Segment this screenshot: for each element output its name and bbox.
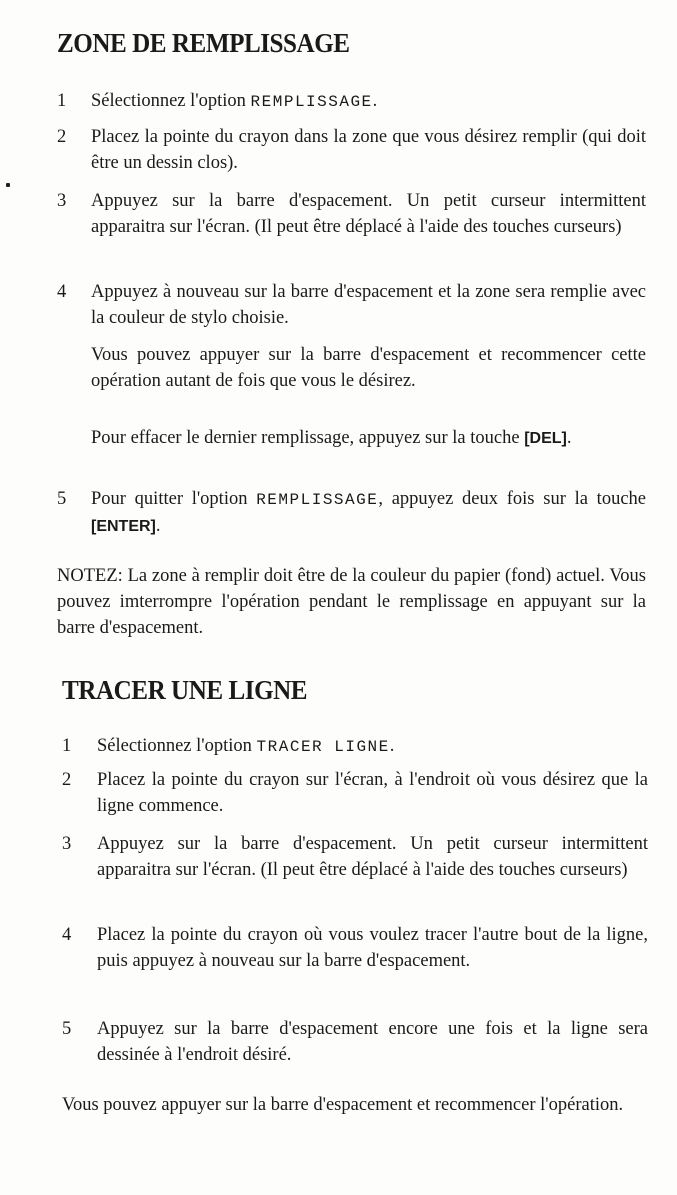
step-text: Sélectionnez l'option TRACER LIGNE. bbox=[97, 736, 395, 756]
list-item bbox=[0, 767, 677, 823]
step-text: Appuyez sur la barre d'espacement. Un petit curseur intermittent apparaitra sur l'écran. (Il peut être déplacé à l'aide des touches curseurs) bbox=[97, 834, 648, 880]
closing-paragraph: Vous pouvez appuyer sur la barre d'espacement et recommencer l'opération. bbox=[62, 1095, 624, 1115]
list-item bbox=[0, 124, 677, 180]
sub-paragraph: Vous pouvez appuyer sur la barre d'espacement et recommencer cette opération autant de fois que vous le désirez. bbox=[91, 345, 646, 391]
note-paragraph: NOTEZ: La zone à remplir doit être de la couleur du papier (fond) actuel. Vous pouvez imterrompre l'opération pendant le remplissage en appuyant sur la barre d'espacement. bbox=[57, 566, 646, 638]
list-item bbox=[0, 486, 677, 542]
list-item bbox=[0, 1016, 677, 1072]
step-text: Appuyez sur la barre d'espacement. Un petit curseur intermittent apparaitra sur l'écran. (Il peut être déplacé à l'aide des touches curseurs) bbox=[91, 191, 646, 237]
step-number: 2 bbox=[57, 127, 67, 147]
list-item bbox=[0, 831, 677, 911]
step-text: Appuyez sur la barre d'espacement encore une fois et la ligne sera dessinée à l'endroit désiré. bbox=[97, 1019, 648, 1065]
section-title-tracer-ligne: TRACER UNE LIGNE bbox=[62, 675, 308, 705]
sub-paragraph: Pour effacer le dernier remplissage, appuyez sur la touche [DEL]. bbox=[91, 428, 572, 448]
step-number: 1 bbox=[62, 736, 72, 756]
step-number: 5 bbox=[57, 489, 67, 509]
ink-speck bbox=[6, 183, 10, 187]
step-number: 4 bbox=[57, 282, 67, 302]
list-item bbox=[0, 922, 677, 1002]
step-text: Pour quitter l'option REMPLISSAGE, appuyez deux fois sur la touche [ENTER]. bbox=[91, 489, 646, 536]
step-number: 1 bbox=[57, 91, 67, 111]
step-number: 3 bbox=[57, 191, 67, 211]
step-text: Placez la pointe du crayon sur l'écran, à l'endroit où vous désirez que la ligne commence. bbox=[97, 770, 648, 816]
step-number: 3 bbox=[62, 834, 72, 854]
section-title-zone-remplissage: ZONE DE REMPLISSAGE bbox=[57, 28, 350, 58]
list-item bbox=[0, 88, 677, 116]
step-text: Placez la pointe du crayon dans la zone que vous désirez remplir (qui doit être un dessin clos). bbox=[91, 127, 646, 173]
step-text: Appuyez à nouveau sur la barre d'espacement et la zone sera remplie avec la couleur de stylo choisie. bbox=[91, 282, 646, 328]
list-item bbox=[0, 733, 677, 761]
list-item bbox=[0, 188, 677, 268]
del-key-label: [DEL] bbox=[524, 430, 567, 447]
list-item bbox=[0, 279, 677, 335]
step-text: Placez la pointe du crayon où vous voulez tracer l'autre bout de la ligne, puis appuyez à nouveau sur la barre d'espacement. bbox=[97, 925, 648, 971]
enter-key-label: [ENTER] bbox=[91, 518, 156, 535]
step-number: 4 bbox=[62, 925, 72, 945]
step-number: 5 bbox=[62, 1019, 72, 1039]
step-number: 2 bbox=[62, 770, 72, 790]
step-text: Sélectionnez l'option REMPLISSAGE. bbox=[91, 91, 378, 111]
